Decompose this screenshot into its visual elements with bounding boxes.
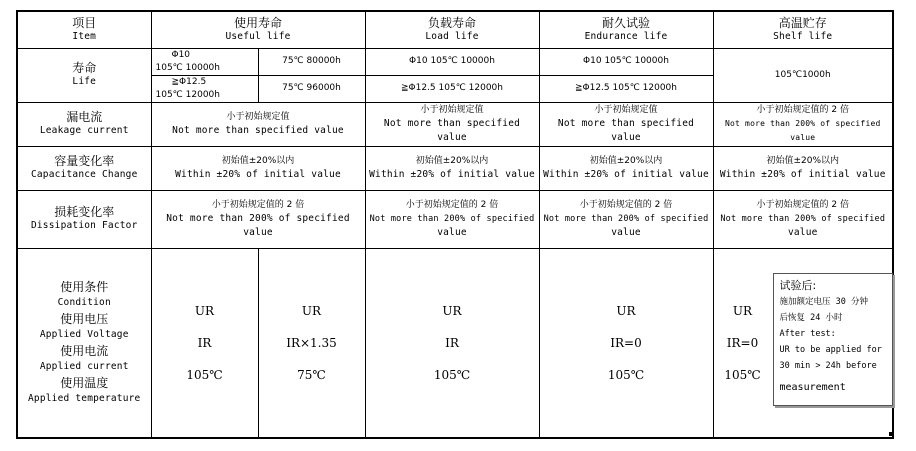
life-useful-a-val	[258, 48, 365, 75]
condition-endurance-voltage: UR	[616, 303, 636, 318]
condition-useful-a-current: IR	[197, 335, 212, 350]
capacitance-label-en: Capacitance Change	[30, 169, 138, 180]
capacitance-load-zh: 初始值±20%以内	[415, 155, 489, 166]
header-endurance-life	[539, 11, 713, 48]
life-useful-b-size: ≧Φ12.5	[171, 76, 207, 87]
after-test-note	[773, 273, 893, 406]
leakage-shelf-zh: 小于初始规定值的 2 倍	[756, 104, 849, 115]
leakage-useful-zh: 小于初始规定值	[226, 111, 290, 122]
condition-shelf-voltage: UR	[732, 303, 753, 318]
note-line-3: After test:	[779, 328, 836, 339]
condition-shelf-current: IR=0	[726, 335, 759, 350]
header-shelf-en: Shelf life	[773, 30, 833, 42]
condition-endurance-current: IR=0	[610, 335, 642, 350]
header-useful-en: Useful life	[225, 30, 291, 42]
capacitance-useful-en: Within ±20% of initial value	[175, 168, 341, 180]
capacitance-endurance-en: Within ±20% of initial value	[543, 168, 709, 180]
life-load-b	[365, 75, 539, 102]
condition-label	[17, 248, 151, 438]
condition-load-temp: 105℃	[433, 367, 471, 382]
corner-marker	[889, 432, 893, 436]
capacitance-label	[17, 146, 151, 190]
life-useful-b-cond-text: 105℃ 12000h	[155, 89, 220, 100]
capacitance-shelf	[713, 146, 893, 190]
life-useful-a-cond	[151, 48, 258, 75]
header-item	[17, 11, 151, 48]
life-endurance-a-text: Φ10 105℃ 10000h	[583, 56, 669, 66]
capacitance-endurance-zh: 初始值±20%以内	[589, 155, 663, 166]
dissipation-shelf-en-b: value	[787, 226, 818, 238]
condition-endurance	[539, 248, 713, 438]
leakage-label-zh: 漏电流	[66, 110, 103, 124]
note-line-5: 30 min > 24h before	[779, 360, 877, 371]
capacitance-shelf-en: Within ±20% of initial value	[719, 168, 886, 180]
condition-current-zh: 使用电流	[60, 343, 109, 358]
note-line-4: UR to be applied for	[779, 344, 882, 355]
header-useful-life	[151, 11, 365, 48]
condition-useful-b-current: IR×1.35	[286, 335, 337, 350]
condition-useful-b-voltage: UR	[301, 303, 322, 318]
life-label	[17, 48, 151, 102]
life-label-zh: 寿命	[72, 61, 97, 75]
dissipation-label	[17, 190, 151, 248]
life-useful-a-cond-text: 105℃ 10000h	[155, 62, 220, 73]
capacitance-row	[17, 146, 893, 190]
leakage-endurance	[539, 102, 713, 146]
note-line-1: 施加额定电压 30 分钟	[779, 296, 868, 307]
capacitance-label-zh: 容量变化率	[54, 154, 115, 168]
life-row-a	[17, 48, 893, 75]
condition-useful-a-voltage: UR	[194, 303, 215, 318]
capacitance-useful-zh: 初始值±20%以内	[221, 155, 295, 166]
condition-shelf-values	[714, 249, 772, 438]
dissipation-useful-en-a: Not more than 200% of specified	[166, 212, 350, 224]
header-load-zh: 负载寿命	[427, 15, 476, 30]
dissipation-load-en-a: Not more than 200% of specified	[369, 213, 535, 224]
condition-shelf	[713, 248, 893, 438]
spec-table-container	[16, 10, 892, 436]
dissipation-useful	[151, 190, 365, 248]
header-endurance-zh: 耐久试验	[601, 15, 650, 30]
condition-voltage-zh: 使用电压	[60, 311, 109, 326]
life-useful-b-cond	[151, 75, 258, 102]
condition-row	[17, 248, 893, 438]
life-load-a-text: Φ10 105℃ 10000h	[409, 56, 495, 66]
leakage-load-en: Not more than specified value	[383, 117, 521, 143]
spec-table	[16, 10, 894, 439]
dissipation-endurance-zh: 小于初始规定值的 2 倍	[579, 199, 673, 210]
life-load-b-text: ≧Φ12.5 105℃ 12000h	[400, 83, 503, 93]
condition-voltage-en: Applied Voltage	[39, 328, 129, 340]
condition-load	[365, 248, 539, 438]
dissipation-load-zh: 小于初始规定值的 2 倍	[405, 199, 499, 210]
leakage-label-en: Leakage current	[39, 125, 129, 136]
leakage-shelf	[713, 102, 893, 146]
life-useful-a-val-text: 75℃ 80000h	[282, 56, 341, 66]
dissipation-label-en: Dissipation Factor	[30, 220, 138, 231]
condition-shelf-wrap	[714, 249, 893, 438]
life-shelf	[713, 48, 893, 102]
condition-temp-en: Applied temperature	[28, 392, 141, 404]
life-endurance-a	[539, 48, 713, 75]
condition-label-en: Condition	[57, 296, 111, 308]
capacitance-load	[365, 146, 539, 190]
life-useful-b-val-text: 75℃ 96000h	[282, 83, 341, 93]
note-title: 试验后:	[779, 278, 817, 292]
condition-useful-b-temp: 75℃	[297, 367, 326, 382]
leakage-label	[17, 102, 151, 146]
leakage-shelf-en: Not more than 200% of specified value	[724, 118, 881, 142]
header-item-en: Item	[72, 30, 97, 42]
life-endurance-b-text: ≧Φ12.5 105℃ 12000h	[574, 83, 677, 93]
capacitance-useful	[151, 146, 365, 190]
dissipation-load	[365, 190, 539, 248]
life-useful-b-val	[258, 75, 365, 102]
condition-temp-zh: 使用温度	[60, 375, 109, 390]
condition-load-current: IR	[445, 335, 459, 350]
dissipation-useful-zh: 小于初始规定值的 2 倍	[211, 199, 305, 210]
header-item-zh: 项目	[72, 15, 97, 30]
note-line-6: measurement	[779, 381, 846, 393]
leakage-row	[17, 102, 893, 146]
life-shelf-text: 105℃1000h	[774, 69, 831, 80]
condition-load-voltage: UR	[442, 303, 462, 318]
life-label-en: Life	[72, 76, 97, 87]
header-endurance-en: Endurance life	[584, 30, 668, 42]
leakage-load	[365, 102, 539, 146]
condition-useful-a	[151, 248, 258, 438]
leakage-endurance-zh: 小于初始规定值	[594, 104, 658, 115]
leakage-endurance-en: Not more than specified value	[557, 117, 695, 143]
header-load-en: Load life	[425, 30, 479, 42]
header-useful-zh: 使用寿命	[233, 15, 282, 30]
condition-label-zh: 使用条件	[60, 279, 109, 294]
capacitance-shelf-zh: 初始值±20%以内	[766, 155, 840, 166]
dissipation-label-zh: 损耗变化率	[54, 205, 115, 219]
dissipation-endurance-en-b: value	[611, 226, 641, 238]
dissipation-useful-en-b: value	[243, 226, 273, 238]
dissipation-shelf-en-a: Not more than 200% of specified	[720, 213, 886, 224]
header-load-life	[365, 11, 539, 48]
condition-shelf-temp: 105℃	[724, 367, 761, 382]
condition-endurance-temp: 105℃	[607, 367, 645, 382]
leakage-useful-en: Not more than specified value	[172, 124, 344, 136]
leakage-useful	[151, 102, 365, 146]
header-shelf-life	[713, 11, 893, 48]
capacitance-endurance	[539, 146, 713, 190]
dissipation-shelf	[713, 190, 893, 248]
dissipation-load-en-b: value	[437, 226, 467, 238]
life-useful-a-size: Φ10	[171, 49, 191, 60]
life-load-a	[365, 48, 539, 75]
life-endurance-b	[539, 75, 713, 102]
condition-useful-b	[258, 248, 365, 438]
dissipation-row	[17, 190, 893, 248]
capacitance-load-en: Within ±20% of initial value	[369, 168, 535, 180]
dissipation-endurance-en-a: Not more than 200% of specified	[543, 213, 709, 224]
note-line-2: 后恢复 24 小时	[779, 312, 843, 323]
dissipation-shelf-zh: 小于初始规定值的 2 倍	[756, 199, 849, 210]
dissipation-endurance	[539, 190, 713, 248]
leakage-load-zh: 小于初始规定值	[420, 104, 484, 115]
condition-useful-a-temp: 105℃	[186, 367, 223, 382]
condition-current-en: Applied current	[39, 360, 129, 372]
header-row	[17, 11, 893, 48]
header-shelf-zh: 高温贮存	[778, 15, 827, 30]
